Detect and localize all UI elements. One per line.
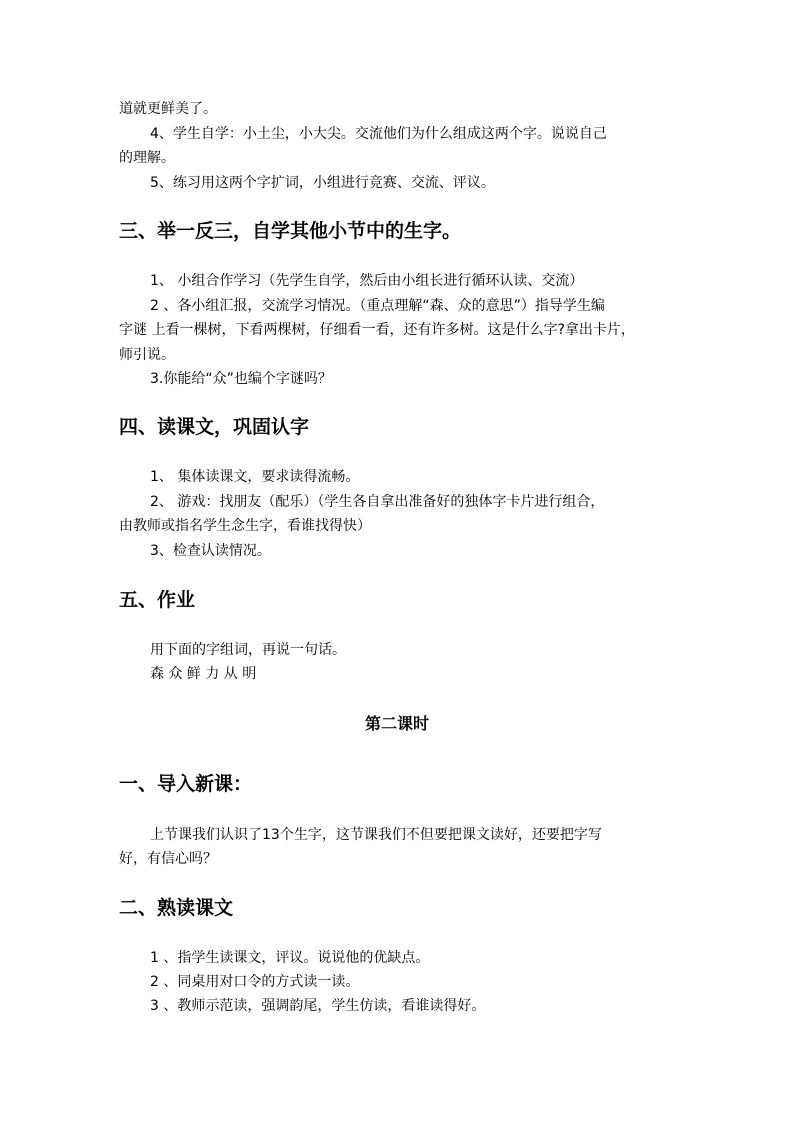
text-line: 5、练习用这两个字扩词，小组进行竞赛、交流、评议。 — [150, 175, 495, 191]
text-line: 1、 小组合作学习（先学生自学，然后由小组长进行循环认读、交流） — [150, 273, 584, 289]
text-line: 1、 集体读课文，要求读得流畅。 — [150, 469, 360, 485]
text-line: 2 、同桌用对口令的方式读一读。 — [150, 974, 360, 990]
text-line: 森 众 鲜 力 从 明 — [150, 666, 257, 682]
text-line: 用下面的字组词，再说一句话。 — [150, 642, 346, 658]
text-line: 1 、指学生读课文，评议。说说他的优缺点。 — [150, 950, 430, 966]
text-line: 由教师或指名学生念生字，看谁找得快） — [119, 518, 371, 534]
section-heading: 一、导入新课： — [119, 773, 253, 795]
text-line: 3、检查认读情况。 — [150, 543, 271, 559]
text-line: 师引说。 — [119, 347, 175, 363]
text-line: 3 、教师示范读，强调韵尾，学生仿读，看谁读得好。 — [150, 998, 486, 1014]
section-heading: 四、读课文，巩固认字 — [119, 416, 310, 438]
section-heading: 五、作业 — [119, 589, 196, 611]
section-heading: 二、熟读课文 — [119, 897, 234, 919]
lesson-title: 第二课时 — [364, 714, 429, 733]
text-line: 4、学生自学：小土尘，小大尖。交流他们为什么组成这两个字。说说自己 — [150, 126, 607, 142]
text-line: 的理解。 — [119, 150, 175, 166]
text-line: 道就更鲜美了。 — [119, 101, 217, 117]
text-line: 上节课我们认识了13个生字，这节课我们不但要把课文读好，还要把字写 — [150, 827, 602, 843]
text-line: 2、 游戏：找朋友（配乐）（学生各自拿出准备好的独体字卡片进行组合， — [150, 494, 605, 510]
text-line: 字谜 上看一棵树，下看两棵树，仔细看一看，还有许多树。这是什么字?拿出卡片， — [119, 322, 635, 338]
section-heading: 三、举一反三，自学其他小节中的生字。 — [119, 220, 462, 242]
text-line: 3.你能给“众”也编个字谜吗？ — [150, 371, 332, 387]
text-line: 2 、各小组汇报，交流学习情况。（重点理解“森、众的意思”）指导学生编 — [150, 298, 605, 314]
text-line: 好，有信心吗？ — [119, 851, 217, 867]
